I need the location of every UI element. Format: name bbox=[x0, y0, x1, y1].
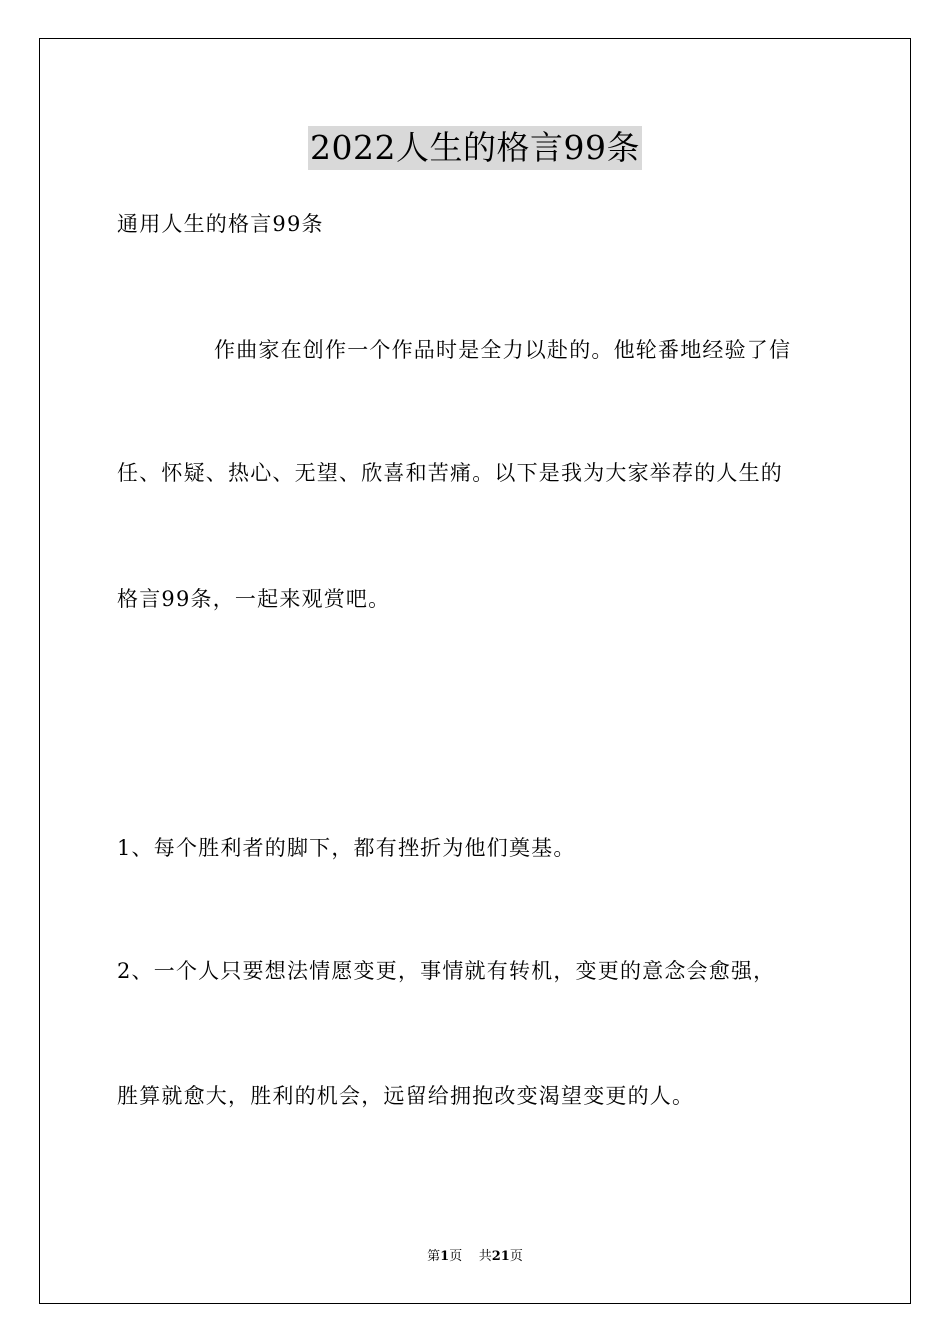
list-item: 2、一个人只要想法情愿变更，事情就有转机，变更的意念会愈强， bbox=[117, 959, 776, 983]
page-footer bbox=[0, 1248, 950, 1266]
footer-page-prefix: 第 bbox=[427, 1249, 441, 1264]
list-item: 1、每个胜利者的脚下，都有挫折为他们奠基。 bbox=[117, 836, 576, 860]
paragraph-line: 作曲家在创作一个作品时是全力以赴的。他轮番地经验了信 bbox=[214, 338, 792, 362]
paragraph-line: 任、怀疑、热心、无望、欣喜和苦痛。以下是我为大家举荐的人生的 bbox=[117, 461, 783, 485]
footer-page-suffix: 页 bbox=[449, 1249, 463, 1264]
footer-total-prefix: 共 bbox=[478, 1249, 492, 1264]
footer-total-suffix: 页 bbox=[509, 1249, 523, 1264]
footer-page-number: 1 bbox=[440, 1249, 450, 1264]
document-title: 2022人生的格言99条 bbox=[308, 126, 642, 170]
document-subtitle: 通用人生的格言99条 bbox=[117, 212, 324, 236]
title-container bbox=[0, 126, 950, 170]
paragraph-line: 格言99条，一起来观赏吧。 bbox=[117, 587, 391, 611]
footer-total-pages: 21 bbox=[491, 1249, 510, 1264]
list-item: 胜算就愈大，胜利的机会，远留给拥抱改变渴望变更的人。 bbox=[117, 1084, 695, 1108]
